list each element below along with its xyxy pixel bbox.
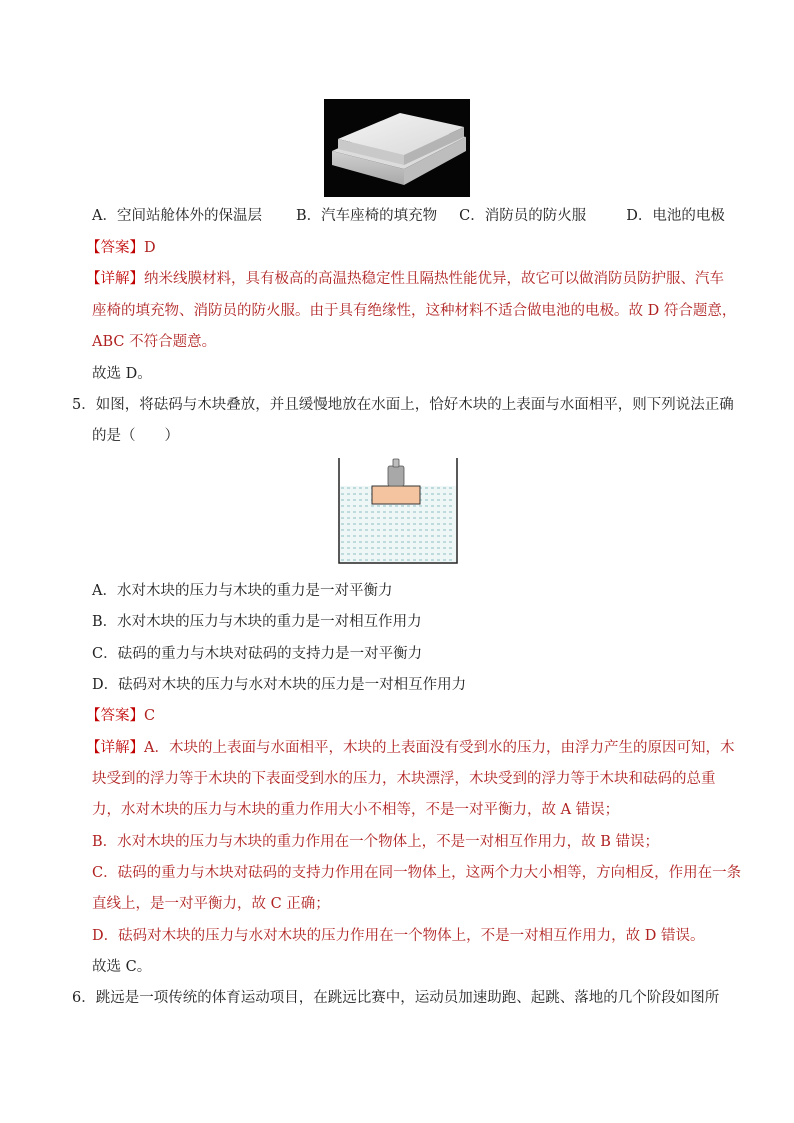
q5-option-a: A．水对木块的压力与木块的重力是一对平衡力 <box>92 583 393 599</box>
q5-detail-line-1: 【详解】A．木块的上表面与水面相平，木块的上表面没有受到水的压力，由浮力产生的原因可知，木 <box>86 740 735 756</box>
q4-options-row <box>92 206 725 226</box>
q5-conclusion: 故选 C。 <box>92 959 152 975</box>
q4-answer-value: D <box>144 240 156 256</box>
q5-answer-label: 【答案】 <box>86 708 144 724</box>
q5-detail-line-4: B．水对木块的压力与木块的重力作用在一个物体上，不是一对相互作用力，故 B 错误； <box>92 834 660 850</box>
q5-detail-line-2: 块受到的浮力等于木块的下表面受到水的压力，木块漂浮，木块受到的浮力等于木块和砝码的总重 <box>92 771 716 787</box>
q5-option-c: C．砝码的重力与木块对砝码的支持力是一对平衡力 <box>92 646 423 662</box>
q4-detail-line-1: 【详解】纳米线膜材料，具有极高的高温热稳定性且隔热性能优异，故它可以做消防员防护服、汽车 <box>86 271 724 287</box>
q4-answer <box>86 238 156 258</box>
q5-stem-line-2: 的是（ ） <box>92 428 179 444</box>
q4-option-a: A．空间站舱体外的保温层 <box>92 208 262 224</box>
q5-detail-line-5: C．砝码的重力与木块对砝码的支持力作用在同一物体上，这两个力大小相等，方向相反，作用在一条 <box>92 865 742 881</box>
q4-option-b: B．汽车座椅的填充物 <box>295 208 438 224</box>
q6-stem: 6．跳远是一项传统的体育运动项目，在跳远比赛中，运动员加速助跑、起跳、落地的几个阶段如图所 <box>72 990 720 1006</box>
q4-option-d: D．电池的电极 <box>626 208 725 224</box>
q4-detail-label: 【详解】 <box>86 271 144 287</box>
q5-option-b: B．水对木块的压力与木块的重力是一对相互作用力 <box>92 614 422 630</box>
insulation-material-photo <box>324 99 470 197</box>
q5-answer-value: C <box>144 708 156 724</box>
q4-detail-line-3: ABC 不符合题意。 <box>92 334 217 350</box>
q4-detail-line-2: 座椅的填充物、消防员的防火服。由于具有绝缘性，这种材料不适合做电池的电极。故 D 符合题意， <box>92 303 737 319</box>
q6-number: 6． <box>72 990 96 1006</box>
q5-detail-line-3: 力，水对木块的压力与木块的重力作用大小不相等，不是一对平衡力，故 A 错误； <box>92 802 620 818</box>
q5-detail-line-6: 直线上，是一对平衡力，故 C 正确； <box>92 896 330 912</box>
q5-stem-line-1: 5．如图，将砝码与木块叠放，并且缓慢地放在水面上，恰好木块的上表面与水面相平，则下列说法正确 <box>72 397 734 413</box>
q5-option-d: D．砝码对木块的压力与水对木块的压力是一对相互作用力 <box>92 677 467 693</box>
q5-answer <box>86 706 155 726</box>
q4-conclusion: 故选 D。 <box>92 366 152 382</box>
q5-number: 5． <box>72 397 96 413</box>
q4-answer-label: 【答案】 <box>86 240 144 256</box>
q4-option-c: C．消防员的防火服 <box>459 208 587 224</box>
water-container-diagram <box>336 456 460 566</box>
q5-detail-line-7: D．砝码对木块的压力与水对木块的压力作用在一个物体上，不是一对相互作用力，故 D 错误。 <box>92 928 705 944</box>
q5-detail-label: 【详解】 <box>86 740 144 756</box>
